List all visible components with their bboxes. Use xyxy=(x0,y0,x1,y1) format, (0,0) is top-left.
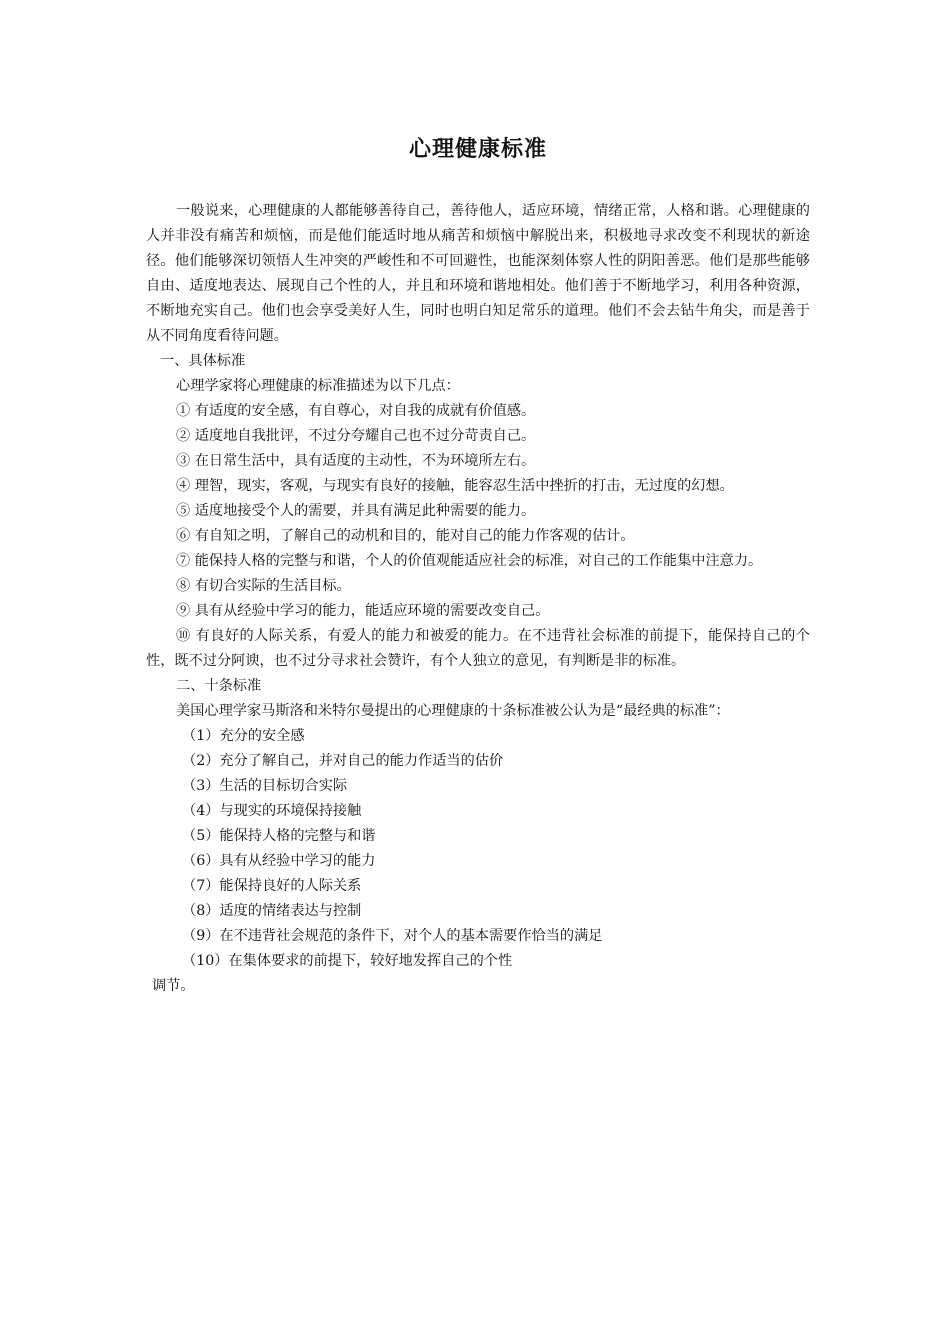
standard-item-1: ① 有适度的安全感，有自尊心，对自我的成就有价值感。 xyxy=(176,403,536,419)
standard-item-6: ⑥ 有自知之明，了解自己的动机和目的，能对自己的能力作客观的估计。 xyxy=(176,528,635,544)
ten-standard-10: （10）在集体要求的前提下，较好地发挥自己的个性 xyxy=(182,953,513,969)
ten-standard-1: （1）充分的安全感 xyxy=(182,728,305,744)
standard-item-5: ⑤ 适度地接受个人的需要，并具有满足此种需要的能力。 xyxy=(176,503,536,519)
standard-item-10: ⑩ 有良好的人际关系，有爱人的能力和被爱的能力。在不违背社会标准的前提下，能保持自己的个性，既不过分阿谀，也不过分寻求社会赞许，有个人独立的意见，有判断是非的标准。 xyxy=(146,628,810,669)
document-body xyxy=(146,199,810,999)
ten-standard-5: （5）能保持人格的完整与和谐 xyxy=(182,828,376,844)
intro-paragraph: 一般说来，心理健康的人都能够善待自己，善待他人，适应环境，情绪正常，人格和谐。心理健康的人并非没有痛苦和烦恼，而是他们能适时地从痛苦和烦恼中解脱出来，积极地寻求改变不利现状的新途径。他们能够深切领悟人生冲突的严峻性和不可回避性，也能深刻体察人性的阴阳善恶。他们是那些能够自由、适度地表达、展现自己个性的人，并且和环境和谐地相处。他们善于不断地学习，利用各种资源，不断地充实自己。他们也会享受美好人生，同时也明白知足常乐的道理。他们不会去钻牛角尖，而是善于从不同角度看待问题。 xyxy=(146,203,810,344)
standard-item-4: ④ 理智，现实，客观，与现实有良好的接触，能容忍生活中挫折的打击，无过度的幻想。 xyxy=(176,478,734,494)
section2-lead: 美国心理学家马斯洛和米特尔曼提出的心理健康的十条标准被公认为是“最经典的标准”： xyxy=(176,703,730,719)
ten-standard-3: （3）生活的目标切合实际 xyxy=(182,778,348,794)
standard-item-3: ③ 在日常生活中，具有适度的主动性，不为环境所左右。 xyxy=(176,453,536,469)
trailing-text: 调节。 xyxy=(152,978,195,994)
ten-standard-7: （7）能保持良好的人际关系 xyxy=(182,878,362,894)
ten-standard-2: （2）充分了解自己，并对自己的能力作适当的估价 xyxy=(182,753,504,769)
standard-item-8: ⑧ 有切合实际的生活目标。 xyxy=(176,578,351,594)
ten-standard-9: （9）在不违背社会规范的条件下，对个人的基本需要作恰当的满足 xyxy=(182,928,603,944)
ten-standard-6: （6）具有从经验中学习的能力 xyxy=(182,853,376,869)
section2-heading: 二、十条标准 xyxy=(176,678,262,694)
ten-standard-4: （4）与现实的环境保持接触 xyxy=(182,803,362,819)
ten-standard-8: （8）适度的情绪表达与控制 xyxy=(182,903,362,919)
section1-heading: 一、具体标准 xyxy=(160,353,246,369)
standard-item-9: ⑨ 具有从经验中学习的能力，能适应环境的需要改变自己。 xyxy=(176,603,550,619)
document-title: 心理健康标准 xyxy=(408,137,547,162)
section1-lead: 心理学家将心理健康的标准描述为以下几点： xyxy=(176,378,460,394)
standard-item-7: ⑦ 能保持人格的完整与和谐，个人的价值观能适应社会的标准，对自己的工作能集中注意力。 xyxy=(176,553,763,569)
standard-item-2: ② 适度地自我批评，不过分夸耀自己也不过分苛责自己。 xyxy=(176,428,536,444)
